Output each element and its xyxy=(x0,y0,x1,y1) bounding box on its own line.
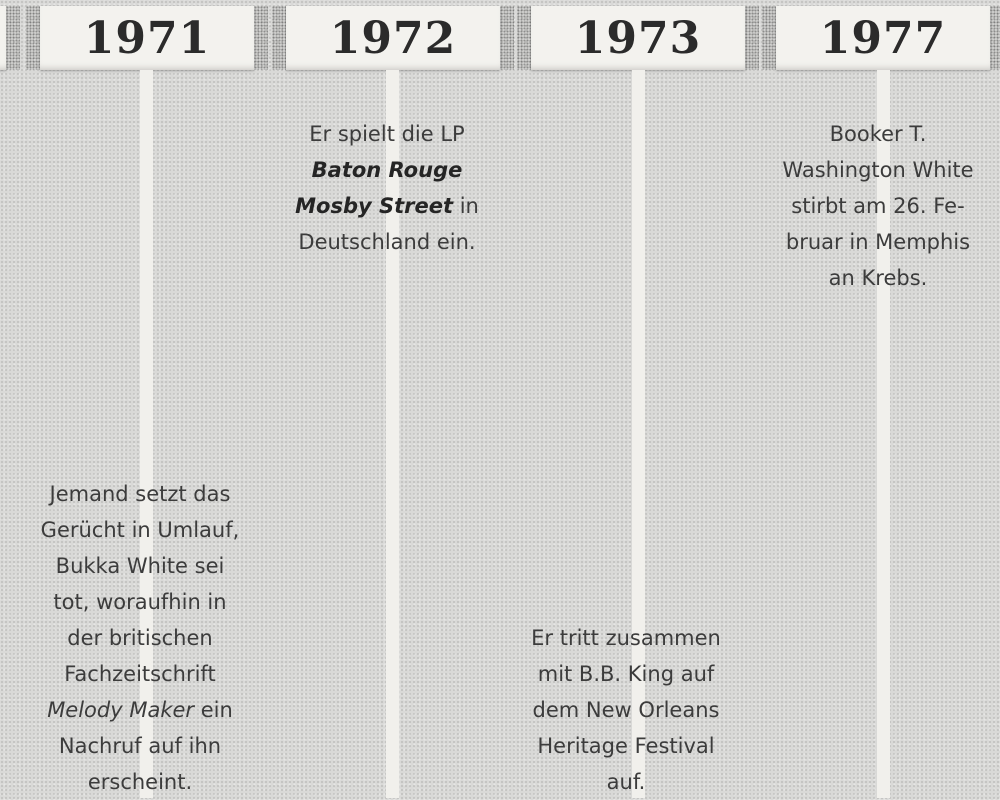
album-title: Baton Rouge xyxy=(311,158,463,182)
entry-line: Booker T. xyxy=(829,122,927,146)
magazine-title: Melody Maker xyxy=(47,698,195,722)
entry-line: stirbt am 26. Fe- xyxy=(791,194,965,218)
entry-line: Bukka White sei xyxy=(55,554,225,578)
entry-1971 xyxy=(10,476,270,800)
entry-line: dem New Orleans xyxy=(532,698,720,722)
entry-text: ein xyxy=(194,698,233,722)
entry-text: in xyxy=(453,194,479,218)
entry-line: Jemand setzt das xyxy=(49,482,231,506)
entry-line: Er spielt die LP xyxy=(309,122,465,146)
year-tab-1973 xyxy=(531,6,745,70)
year-tab-1972 xyxy=(286,6,500,70)
entry-line: an Krebs. xyxy=(828,266,928,290)
year-label: 1971 xyxy=(83,12,211,64)
year-label: 1972 xyxy=(329,12,457,64)
year-tab-1977 xyxy=(776,6,990,70)
entry-line: der britischen xyxy=(67,626,213,650)
album-title: Mosby Street xyxy=(295,194,454,218)
entry-line: Deutschland ein. xyxy=(298,230,476,254)
entry-line: Washington White xyxy=(782,158,974,182)
year-tab-partial xyxy=(0,6,6,70)
entry-line: erscheint. xyxy=(87,770,193,794)
entry-1973 xyxy=(496,620,756,800)
entry-line: Er tritt zusammen xyxy=(531,626,721,650)
entry-line xyxy=(262,188,512,224)
entry-1972 xyxy=(262,116,512,260)
year-label: 1973 xyxy=(574,12,702,64)
entry-line: Heritage Festival xyxy=(537,734,715,758)
entry-line: tot, woraufhin in xyxy=(53,590,227,614)
entry-line: Gerücht in Umlauf, xyxy=(40,518,240,542)
entry-line: bruar in Memphis xyxy=(785,230,971,254)
entry-line xyxy=(10,692,270,728)
entry-1977 xyxy=(748,116,1000,296)
entry-line: Nachruf auf ihn xyxy=(58,734,222,758)
entry-line: mit B.B. King auf xyxy=(537,662,715,686)
entry-line: auf. xyxy=(606,770,646,794)
entry-line: Fachzeitschrift xyxy=(64,662,216,686)
year-label: 1977 xyxy=(819,12,947,64)
year-tab-1971 xyxy=(40,6,254,70)
